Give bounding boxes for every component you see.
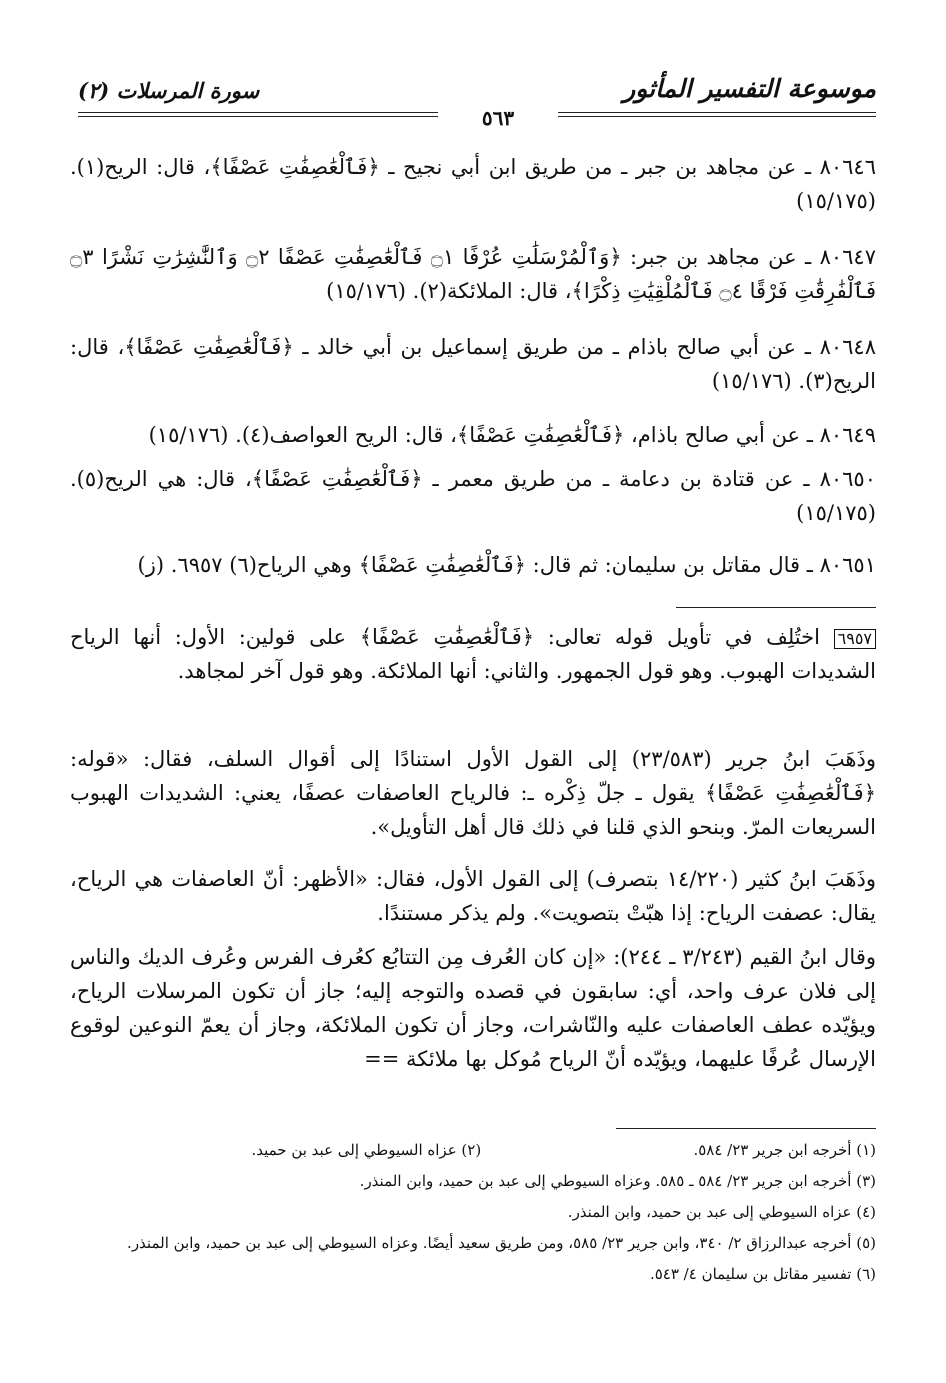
- surah-label: سورة المرسلات (٢): [78, 78, 260, 103]
- narration-80650: ٨٠٦٥٠ ـ عن قتادة بن دعامة ـ من طريق معمر ـ ﴿فَٱلْعَٰصِفَٰتِ عَصْفًا﴾، قال: هي الريح(٥). (١٥/١٧٥): [70, 467, 876, 525]
- footnote-separator: [616, 1128, 876, 1129]
- commentary-separator: [676, 607, 876, 608]
- footnote-3: (٣) أخرجه ابن جرير ٢٣/ ٥٨٤ ـ ٥٨٥. وعزاه السيوطي إلى عبد بن حميد، وابن المنذر.: [359, 1172, 876, 1190]
- narration-80651: ٨٠٦٥١ ـ قال مقاتل بن سليمان: ثم قال: ﴿فَٱلْعَٰصِفَٰتِ عَصْفًا﴾ وهي الرياح(٦) ٦٩٥٧. (ز): [137, 553, 876, 577]
- narration-80646: ٨٠٦٤٦ ـ عن مجاهد بن جبر ـ من طريق ابن أبي نجيح ـ ﴿فَٱلْعَٰصِفَٰتِ عَصْفًا﴾، قال: الريح(١). (١٥/١٧٥): [70, 155, 876, 213]
- narration-80648: ٨٠٦٤٨ ـ عن أبي صالح باذام ـ من طريق إسماعيل بن أبي خالد ـ ﴿فَٱلْعَٰصِفَٰتِ عَصْفًا﴾، قال: الريح(٣). (١٥/١٧٦): [70, 335, 876, 393]
- page-header: [78, 70, 876, 130]
- commentary-text-1: اختُلِف في تأويل قوله تعالى: ﴿فَٱلْعَٰصِفَٰتِ عَصْفًا﴾ على قولين: الأول: أنها الرياح الشديدات الهبوب. وهو قول الجمهور. والثاني: أنها الملائكة. وهو قول آخر لمجاهد.: [70, 625, 876, 683]
- footnote-6: (٦) تفسير مقاتل بن سليمان ٤/ ٥٤٣.: [649, 1265, 876, 1283]
- footnote-2: (٢) عزاه السيوطي إلى عبد بن حميد.: [251, 1141, 482, 1159]
- footnote-row: [70, 1138, 876, 1163]
- footnotes: [70, 1138, 876, 1287]
- commentary-paragraph: وذَهَبَ ابنُ كثير (١٤/٢٢٠ بتصرف) إلى القول الأول، فقال: «الأظهر: أنّ العاصفات هي الرياح، يقال: عصفت الرياح: إذا هبّتْ بتصويت». ولم يذكر مستندًا.: [70, 867, 876, 925]
- narration-80647: ٨٠٦٤٧ ـ عن مجاهد بن جبر: ﴿وَٱلْمُرْسَلَٰتِ عُرْفًا ۝١ فَٱلْعَٰصِفَٰتِ عَصْفًا ۝٢ وَٱلنَّٰشِرَٰتِ نَشْرًا ۝٣ فَٱلْفَٰرِقَٰتِ فَرْقًا ۝٤ فَٱلْمُلْقِيَٰتِ ذِكْرًا﴾، قال: الملائكة(٢). (١٥/١٧٦): [70, 245, 876, 303]
- narration-80649: ٨٠٦٤٩ ـ عن أبي صالح باذام، ﴿فَٱلْعَٰصِفَٰتِ عَصْفًا﴾، قال: الريح العواصف(٤). (١٥/١٧٦): [148, 423, 876, 447]
- page-number: ٥٦٣: [438, 106, 558, 130]
- book-title: موسوعة التفسير المأثور: [623, 74, 876, 103]
- footnote-4: (٤) عزاه السيوطي إلى عبد بن حميد، وابن المنذر.: [567, 1203, 876, 1221]
- commentary-number-box: ٦٩٥٧: [834, 629, 876, 649]
- footnote-1: (١) أخرجه ابن جرير ٢٣/ ٥٨٤.: [693, 1141, 876, 1159]
- footnote-5: (٥) أخرجه عبدالرزاق ٢/ ٣٤٠، وابن جرير ٢٣/ ٥٨٥، ومن طريق سعيد أيضًا. وعزاه السيوطي إلى عبد بن حميد، وابن المنذر.: [127, 1234, 876, 1252]
- commentary-paragraph: [70, 620, 876, 688]
- commentary-paragraph: وقال ابنُ القيم (٣/٢٤٣ ـ ٢٤٤): «إن كان العُرف مِن التتابُع كعُرف الفرس وعُرف الديك والناس إلى فلان عرف واحد، أي: سابقون في قصده والتوجه إليه؛ جاز أن تكون المرسلات الرياح، ويؤيّده عطف العاصفات عليه والنّاشرات، وجاز أن تكون الملائكة، وجاز أن يعمّ النوعين لوقوع الإرسال عُرفًا عليهما، ويؤيّده أنّ الرياح مُوكل بها ملائكة ==: [70, 945, 876, 1071]
- commentary-paragraph: وذَهَبَ ابنُ جرير (٢٣/٥٨٣) إلى القول الأول استنادًا إلى أقوال السلف، فقال: «قوله: ﴿فَٱلْعَٰصِفَٰتِ عَصْفًا﴾ يقول ـ جلّ ذِكْره ـ: فالرياح العاصفات عصفًا، يعني: الشديدات الهبوب السريعات المرّ. وبنحو الذي قلنا في ذلك قال أهل التأويل».: [70, 747, 877, 839]
